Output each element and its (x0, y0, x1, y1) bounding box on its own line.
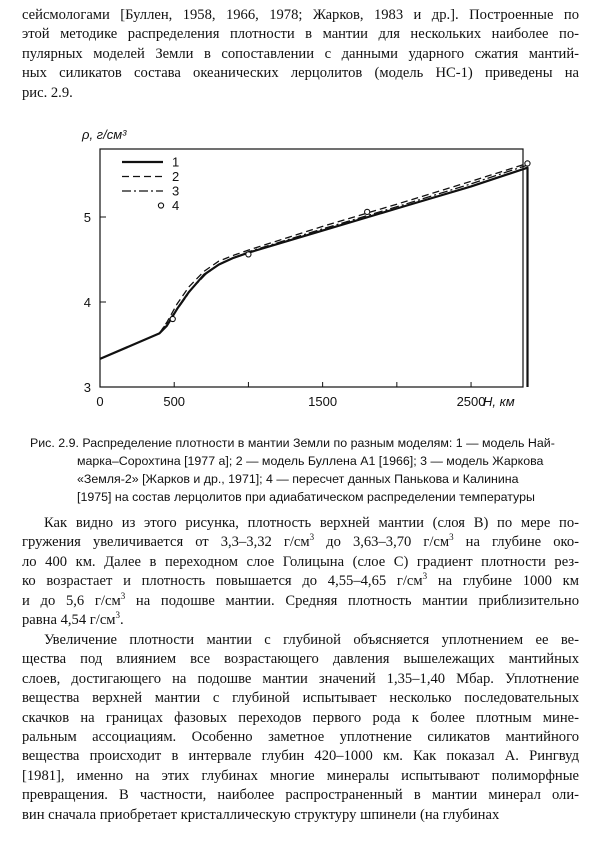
y-tick-label: 4 (83, 295, 91, 310)
caption-line: «Земля-2» [Жарков и др., 1971]; 4 — пересчет данных Панькова и Калинина (77, 472, 519, 486)
text-line: пулярных моделей Земли в сопоставлении с данными ударного сжатия мантий- (22, 45, 579, 62)
text-line: вещества происходит в интервале глубин 420–1000 км. Как показал А. Рингвуд (22, 748, 579, 765)
data-point-series-4 (170, 316, 175, 321)
x-tick-label: 500 (163, 394, 186, 409)
figure-caption (30, 434, 582, 506)
text-line: ло 400 км. Далее в переходном слое Голицына (слое С) градиент плотности рез- (22, 553, 579, 570)
caption-line: марка–Сорохтина [1977 а]; 2 — модель Буллена А1 [1966]; 3 — модель Жаркова (77, 454, 544, 468)
y-axis-label: ρ, г/см³ (82, 127, 127, 142)
data-point-series-4 (246, 252, 251, 257)
caption-line: [1975] на состав лерцолитов при адиабатическом распределении температуры (77, 490, 535, 504)
intro-paragraph (22, 6, 579, 103)
x-tick-label: 1500 (308, 394, 338, 409)
text-line: ных силикатов состава океанических лерцолитов (модель НС-1) приведены на (22, 65, 579, 82)
data-point-series-4 (525, 161, 530, 166)
text-line: Увеличение плотности мантии с глубиной объясняется уплотнением ее ве- (44, 632, 579, 648)
series-line-2 (159, 163, 527, 333)
y-tick-label: 5 (83, 210, 91, 225)
text-line: ральным ассоциациям. Особенно заметное уплотнение силикатов мантийного (22, 729, 579, 746)
text-line: [1981], именно на этих глубинах многие минералы испытывают полиморфные (22, 767, 579, 784)
legend-marker (158, 203, 163, 208)
legend-label: 2 (172, 169, 180, 184)
body-paragraph-1 (22, 514, 579, 630)
y-tick-label: 3 (83, 380, 91, 395)
text-line: щества под влиянием все возрастающего давления вышележащих мантийных (22, 651, 579, 668)
series-line-1 (100, 168, 528, 387)
x-tick-label: 0 (96, 394, 104, 409)
text-line: этой методике распределения плотности в мантии для нескольких наиболее по- (22, 26, 579, 43)
text-line: ко возрастает и плотность повышается до 4,55–4,65 $г/см^3$ на глубине 1000 км (22, 571, 579, 590)
legend-label: 3 (172, 183, 180, 199)
text-line: слоев, достигающего на подошве мантии значений 1,35–1,40 Мбар. Уплотнение (22, 670, 579, 687)
legend-label: 1 (172, 154, 180, 170)
body-paragraph-2 (22, 631, 579, 825)
series-line-3 (159, 165, 527, 333)
text-line: вин сначала приобретает кристаллическую структуру шпинели (на глубинах (22, 806, 500, 823)
text-line: и до 5,6 $г/см^3$ на подошве мантии. Средняя плотность мантии приблизительно (22, 590, 579, 609)
caption-line: Рис. 2.9. Распределение плотности в мантии Земли по разным моделям: 1 — модель Най- (30, 436, 555, 450)
text-line: равна 4,54 $г/см^3$. (22, 610, 124, 629)
text-line: вещества верхней мантии с глубиной испытывает несколько последовательных (22, 690, 579, 707)
text-line: скачков на границах фазовых переходов первого рода к более плотным минe- (22, 709, 579, 726)
data-point-series-4 (365, 209, 370, 214)
text-line: гружения увеличивается от 3,3–3,32 $г/см^3$ до 3,63–3,70 $г/см^3$ на глубине око- (22, 532, 580, 551)
legend-label: 4 (172, 198, 180, 213)
density-chart (0, 122, 600, 427)
text-line: рис. 2.9. (22, 84, 73, 101)
text-line: сейсмологами [Буллен, 1958, 1966, 1978; Жарков, 1983 и др.]. Построенные по (22, 7, 579, 23)
text-line: Как видно из этого рисунка, плотность верхней мантии (слоя В) по мере по- (44, 515, 579, 531)
x-tick-label: 2500 (456, 394, 486, 409)
x-axis-label: H, км (483, 394, 515, 409)
text-line: превращения. В частности, наиболее распространенный в мантии минерал оли- (22, 787, 579, 804)
